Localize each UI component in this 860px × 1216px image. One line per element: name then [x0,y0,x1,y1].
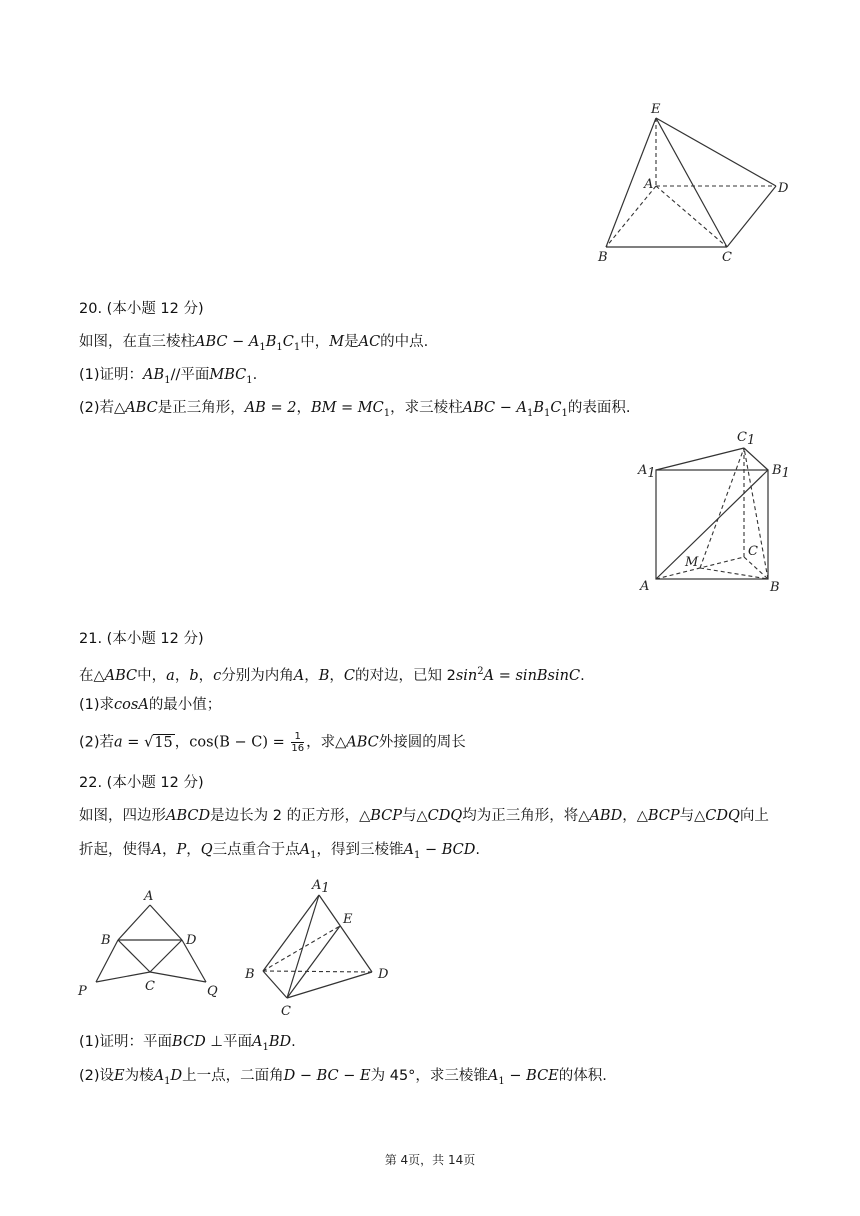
page-footer: 第 4页，共 14页 [384,1153,476,1167]
q22-intro-2: 折起，使得A，P，Q三点重合于点$A_1$，得到三棱锥$A_1$ − BCD. [79,842,480,861]
label-D: D [778,181,789,196]
q21-part2: (2)若a = √15 ，cos(B − C) = $\frac{1}{16}$ ，求△ABC外接圆的周长 [79,731,466,754]
label-P: P [78,984,87,999]
label-C: C [748,544,758,559]
label-C: C [145,979,155,994]
label-A1: A1 [638,463,656,481]
q20-header: 20. (本小题 12 分) [79,301,204,317]
q20-intro: 如图，在直三棱柱ABC − $A_1B_1C_1$中，M是AC的中点. [79,334,429,353]
label-Q: Q [207,984,218,999]
label-C: C [722,250,732,265]
label-M: M [685,555,699,570]
label-A: A [144,889,154,904]
q21-header: 21. (本小题 12 分) [79,631,204,647]
label-A: A [644,177,654,192]
label-C: C [281,1004,291,1019]
label-C1: C1 [737,430,756,448]
label-B: B [598,250,608,265]
label-A1: A1 [312,878,330,896]
q20-part1: (1)证明：$AB_1//$平面$MBC_1$. [79,367,258,386]
label-E: E [343,912,353,927]
label-A: A [640,579,650,594]
label-D: D [378,967,389,982]
label-B1: B1 [772,463,790,481]
label-D: D [186,933,197,948]
q21-part1: (1)求cosA的最小值； [79,697,222,713]
label-B: B [101,933,111,948]
label-E: E [651,102,661,117]
q22-part1: (1)证明：平面BCD ⊥平面$A_1BD$. [79,1034,296,1053]
label-B: B [245,967,255,982]
label-B: B [770,580,780,595]
q20-part2: (2)若△ABC是正三角形，AB = 2，BM = $MC_1$，求三棱柱ABC − $A_1B_1C_1$的表面积. [79,400,631,419]
q22-intro-1: 如图，四边形ABCD是边长为 2 的正方形，△BCP与△CDQ均为正三角形，将△ABD，△BCP与△CDQ向上 [79,808,769,824]
q22-part2: (2)设E为棱$A_1D$上一点，二面角D − BC − E为 45°，求三棱锥$A_1$ − BCE的体积. [79,1068,607,1087]
q22-header: 22. (本小题 12 分) [79,775,204,791]
q21-intro: 在△ABC中，a，b，c分别为内角A，B，C的对边，已知 $2\sin^2A$ = sinBsinC. [79,666,585,684]
